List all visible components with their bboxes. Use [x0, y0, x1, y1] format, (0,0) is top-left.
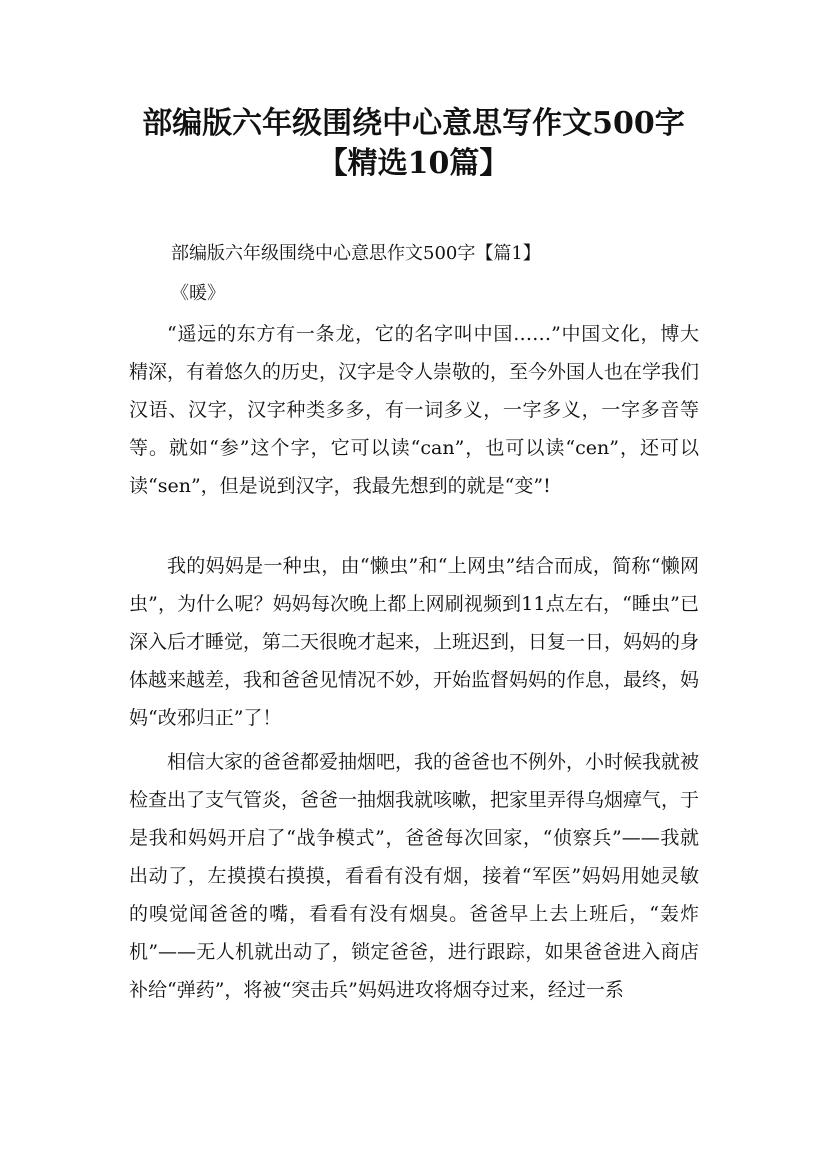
section-heading: 部编版六年级围绕中心意思作文500字【篇1】 [171, 243, 541, 264]
paragraph-3: 相信大家的爸爸都爱抽烟吧，我的爸爸也不例外，小时候我就被检查出了支气管炎，爸爸一抽烟我就咳嗽，把家里弄得乌烟瘴气，于是我和妈妈开启了“战争模式”，爸爸每次回家，“侦察兵”——我就出动了，左摸摸右摸摸，看看有没有烟，接着“军医”妈妈用她灵敏的嗅觉闻爸爸的嘴，看看有没有烟臭。爸爸早上去上班后，“轰炸机”——无人机就出动了，锁定爸爸，进行跟踪，如果爸爸进入商店补给“弹药”，将被“突击兵”妈妈进攻将烟夺过来，经过一系 [129, 751, 700, 1001]
document-title-line-1: 部编版六年级围绕中心意思写作文500字 [142, 106, 685, 141]
paragraph-2: 我的妈妈是一种虫，由“懒虫”和“上网虫”结合而成，简称“懒网虫”，为什么呢？妈妈每次晚上都上网刷视频到11点左右，“睡虫”已深入后才睡觉，第二天很晚才起来，上班迟到，日复一日，妈妈的身体越来越差，我和爸爸见情况不妙，开始监督妈妈的作息，最终，妈妈“改邪归正”了！ [129, 555, 700, 729]
essay-title: 《暖》 [171, 283, 225, 304]
paragraph-1: “遥远的东方有一条龙，它的名字叫中国……”中国文化，博大精深，有着悠久的历史，汉字是令人崇敬的，至今外国人也在学我们汉语、汉字，汉字种类多多，有一词多义，一字多义，一字多音等等。就如“参”这个字，它可以读“can”，也可以读“cen”，还可以读“sen”，但是说到汉字，我最先想到的就是“变”! [129, 323, 700, 497]
document-title-line-2: 【精选10篇】 [317, 146, 510, 181]
